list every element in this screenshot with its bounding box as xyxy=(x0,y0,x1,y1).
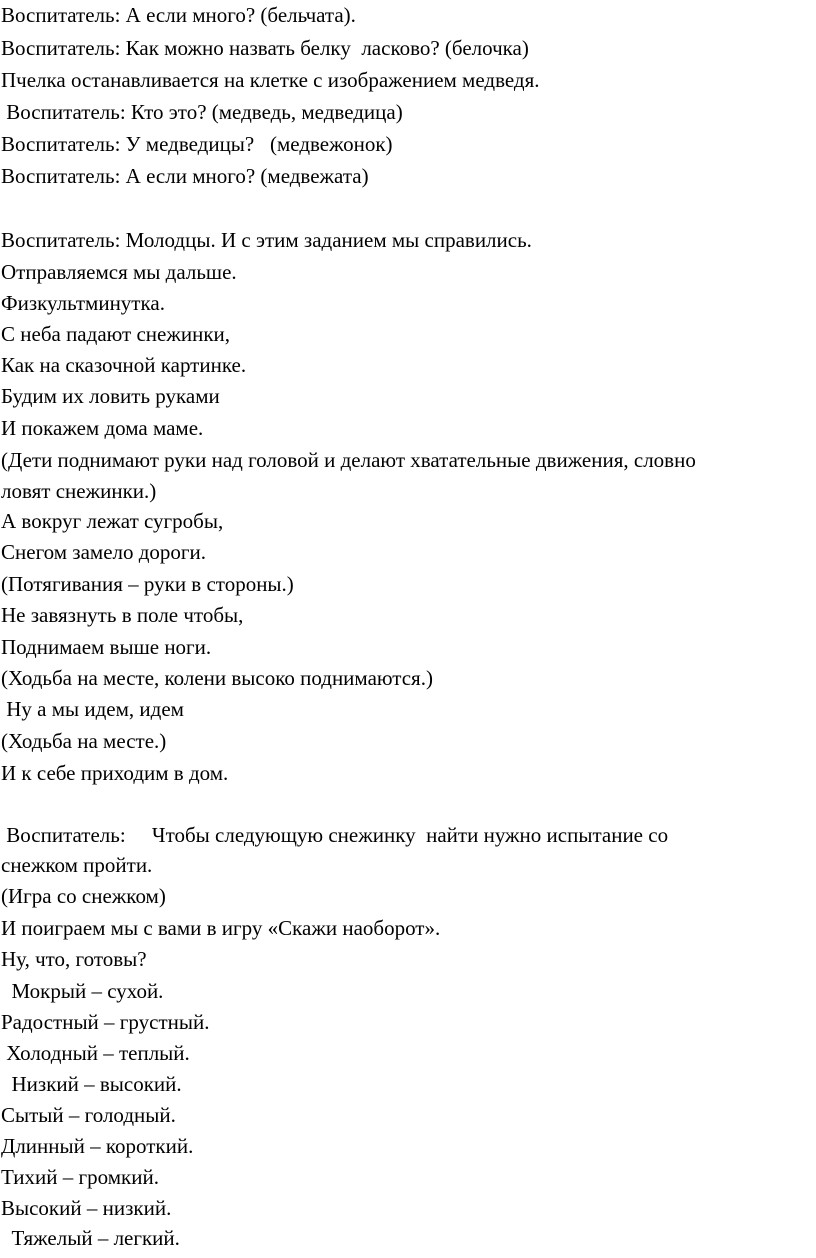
text-line: Поднимаем выше ноги. xyxy=(1,635,212,659)
text-line: Мокрый – сухой. xyxy=(1,979,164,1003)
text-line: Воспитатель: Молодцы. И с этим заданием мы справились. xyxy=(1,228,532,252)
text-line: Сытый – голодный. xyxy=(1,1103,176,1127)
text-line: (Ходьба на месте, колени высоко поднимаются.) xyxy=(1,666,433,690)
text-line: Низкий – высокий. xyxy=(1,1072,182,1096)
text-line: Воспитатель: У медведицы? (медвежонок) xyxy=(1,132,393,156)
text-line: Воспитатель: А если много? (бельчата). xyxy=(1,3,356,27)
text-line: Высокий – низкий. xyxy=(1,1196,172,1220)
text-line: Тихий – громкий. xyxy=(1,1165,159,1189)
text-line: Холодный – теплый. xyxy=(1,1041,190,1065)
text-line: Снегом замело дороги. xyxy=(1,540,207,564)
text-line: Тяжелый – легкий. xyxy=(1,1226,180,1250)
text-line: И поиграем мы с вами в игру «Скажи наоборот». xyxy=(1,916,441,940)
text-line: Радостный – грустный. xyxy=(1,1010,210,1034)
text-line: снежком пройти. xyxy=(1,853,153,877)
text-line: Не завязнуть в поле чтобы, xyxy=(1,603,244,627)
text-line: Воспитатель: Как можно назвать белку ласково? (белочка) xyxy=(1,36,529,60)
text-line: Воспитатель: А если много? (медвежата) xyxy=(1,164,369,188)
text-line: Длинный – короткий. xyxy=(1,1134,194,1158)
text-line: Ну а мы идем, идем xyxy=(1,697,184,721)
text-line: И покажем дома маме. xyxy=(1,416,204,440)
text-line: (Дети поднимают руки над головой и делают хватательные движения, словно xyxy=(1,448,696,472)
text-line: Воспитатель: Чтобы следующую снежинку найти нужно испытание со xyxy=(1,823,669,847)
text-line: Пчелка останавливается на клетке с изображением медведя. xyxy=(1,68,540,92)
text-line: С неба падают снежинки, xyxy=(1,322,231,346)
text-line: Ну, что, готовы? xyxy=(1,947,147,971)
text-line: (Игра со снежком) xyxy=(1,884,166,908)
text-line: Воспитатель: Кто это? (медведь, медведица) xyxy=(1,100,403,124)
text-line: А вокруг лежат сугробы, xyxy=(1,509,224,533)
text-line: (Потягивания – руки в стороны.) xyxy=(1,572,294,596)
text-line: Физкультминутка. xyxy=(1,291,165,315)
text-line: (Ходьба на месте.) xyxy=(1,729,167,753)
text-line: Будим их ловить руками xyxy=(1,384,220,408)
text-line: И к себе приходим в дом. xyxy=(1,761,229,785)
text-line: ловят снежинки.) xyxy=(1,479,157,503)
text-line: Как на сказочной картинке. xyxy=(1,353,247,377)
text-line: Отправляемся мы дальше. xyxy=(1,260,237,284)
